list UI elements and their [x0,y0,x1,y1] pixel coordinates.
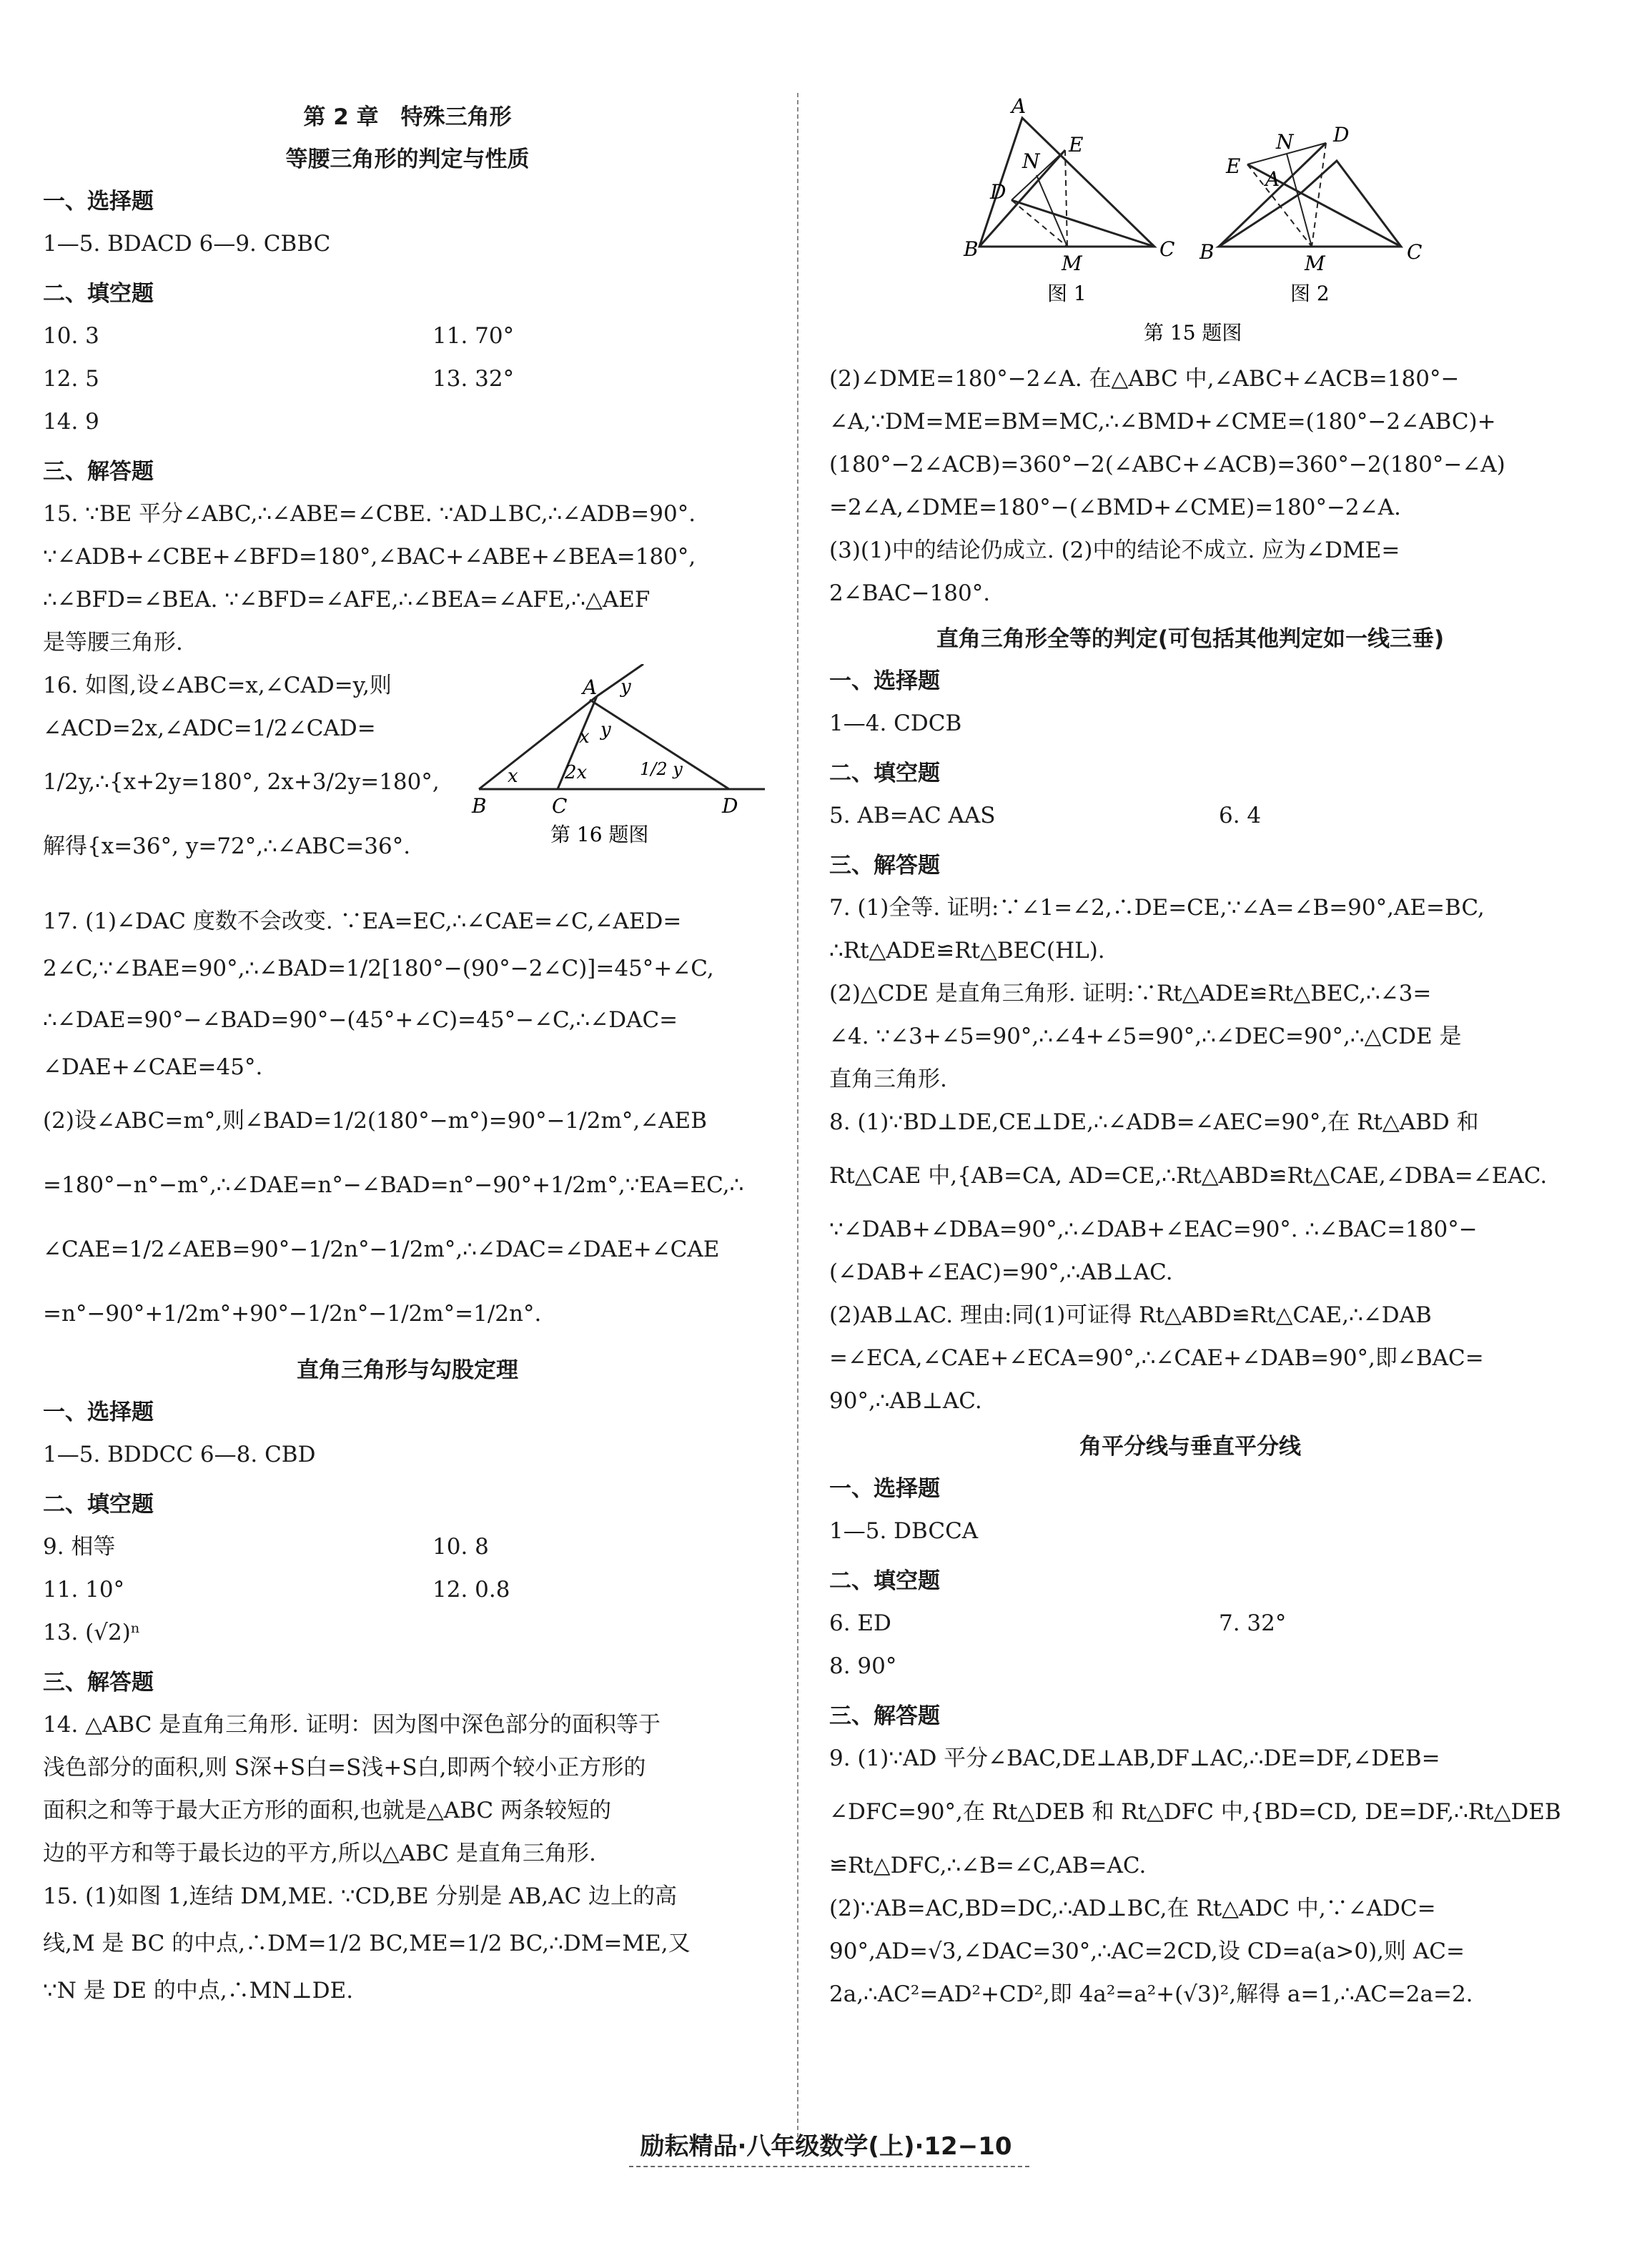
mc-answers: 1—4. CDCB [829,710,962,736]
answer-line: 浅色部分的面积,则 S深+S白=S浅+S白,即两个较小正方形的 [43,1755,646,1781]
figure-15-caption: 第 15 题图 [1144,321,1242,345]
answer-line: =2∠A,∠DME=180°−(∠BMD+∠CME)=180°−2∠A. [829,495,1401,520]
answer-line: 8. (1)∵BD⊥DE,CE⊥DE,∴∠ADB=∠AEC=90°,在 Rt△ABD 和 [829,1109,1479,1135]
answer-line: (2)△CDE 是直角三角形. 证明:∵Rt△ADE≌Rt△BEC,∴∠3= [829,981,1432,1006]
mc-answers: 1—5. BDACD 6—9. CBBC [43,231,331,257]
answer-line: 解得{x=36°, y=72°,∴∠ABC=36°. [43,833,411,859]
mc-label: 一、选择题 [43,1400,154,1425]
answer-line: ∠DAE+∠CAE=45°. [43,1054,263,1080]
answer-line: ∴∠DAE=90°−∠BAD=90°−(45°+∠C)=45°−∠C,∴∠DAC= [43,1007,678,1033]
answer-line: 90°,∴AB⊥AC. [829,1388,982,1414]
answer-line: (180°−2∠ACB)=360°−2(∠ABC+∠ACB)=360°−2(180°−∠A) [829,452,1505,477]
label-A: A [583,675,598,699]
answer-line: 90°,AD=√3,∠DAC=30°,∴AC=2CD,设 CD=a(a>0),则 AC= [829,1938,1465,1964]
answer-line: 1/2y,∴{x+2y=180°, 2x+3/2y=180°, [43,769,440,795]
section-title-isosceles: 等腰三角形的判定与性质 [285,147,530,172]
column-divider [797,93,798,2144]
svg-text:C: C [1407,240,1423,264]
label-2x: 2x [565,762,588,783]
figure-15-1-caption: 图 1 [1047,282,1087,305]
svg-text:D: D [1333,123,1350,147]
answer-line: ∠ACD=2x,∠ADC=1/2∠CAD= [43,715,376,741]
fill-row: 5. AB=AC AAS 6. 4 [829,803,1262,828]
answer-line: ∵∠ADB+∠CBE+∠BFD=180°,∠BAC+∠ABE+∠BEA=180°, [43,544,696,570]
svg-text:B: B [964,237,979,261]
figure-15-2-caption: 图 2 [1290,282,1330,305]
solve-label: 三、解答题 [43,459,154,485]
answer-line: ≌Rt△DFC,∴∠B=∠C,AB=AC. [829,1853,1147,1878]
mc-answers: 1—5. BDDCC 6—8. CBD [43,1442,316,1467]
figure-15 [829,93,1551,357]
answer-line: 边的平方和等于最长边的平方,所以△ABC 是直角三角形. [43,1841,596,1866]
fill-row: 14. 9 [43,409,99,435]
label-y2: y [600,719,611,741]
svg-text:N: N [1022,149,1040,173]
fill-label: 二、填空题 [43,1492,154,1517]
answer-line: 直角三角形. [829,1066,947,1092]
answer-line: ∠CAE=1/2∠AEB=90°−1/2n°−1/2m°,∴∠DAC=∠DAE+∠CAE [43,1237,720,1262]
figure-16 [465,664,772,850]
label-D: D [722,794,738,818]
mc-label: 一、选择题 [829,1476,940,1502]
footer-rule [629,2166,1029,2167]
answer-line: (2)设∠ABC=m°,则∠BAD=1/2(180°−m°)=90°−1/2m°,∠AEB [43,1108,707,1134]
mc-answers: 1—5. DBCCA [829,1518,979,1544]
answer-line: =n°−90°+1/2m°+90°−1/2n°−1/2m°=1/2n°. [43,1301,542,1327]
answer-line: 2a,∴AC²=AD²+CD²,即 4a²=a²+(√3)²,解得 a=1,∴AC=2a=2. [829,1981,1473,2007]
svg-text:A: A [1012,94,1027,118]
fill-label: 二、填空题 [43,281,154,307]
answer-line: ∵∠DAB+∠DBA=90°,∴∠DAB+∠EAC=90°. ∴∠BAC=180°− [829,1217,1478,1242]
q16-block [43,664,772,900]
figure-16-caption: 第 16 题图 [550,823,649,846]
fill-row: 9. 相等 10. 8 [43,1534,489,1560]
answer-line: (2)AB⊥AC. 理由:同(1)可证得 Rt△ABD≌Rt△CAE,∴∠DAB [829,1302,1432,1328]
answer-line: 2∠C,∵∠BAE=90°,∴∠BAD=1/2[180°−(90°−2∠C)]=45°+∠C, [43,956,714,981]
section-title-congruence: 直角三角形全等的判定(可包括其他判定如一线三垂) [936,626,1445,652]
svg-text:C: C [1159,237,1175,261]
svg-text:E: E [1226,154,1241,178]
fill-row: 13. (√2)ⁿ [43,1620,141,1645]
fill-row: 6. ED 7. 32° [829,1610,1287,1636]
mc-label: 一、选择题 [829,668,940,694]
svg-text:E: E [1069,133,1084,157]
answer-line: 15. ∵BE 平分∠ABC,∴∠ABE=∠CBE. ∵AD⊥BC,∴∠ADB=90°. [43,501,696,527]
right-column [829,93,1561,2016]
answer-line: =180°−n°−m°,∴∠DAE=n°−∠BAD=n°−90°+1/2m°,∵EA=EC,∴ [43,1172,744,1198]
solve-label: 三、解答题 [829,1703,940,1729]
answer-line: =∠ECA,∠CAE+∠ECA=90°,∴∠CAE+∠DAB=90°,即∠BAC= [829,1345,1484,1371]
label-half-y: 1/2 y [640,759,683,779]
answer-line: 是等腰三角形. [43,630,183,655]
chapter-title: 第 2 章 特殊三角形 [303,104,512,130]
answer-line: 9. (1)∵AD 平分∠BAC,DE⊥AB,DF⊥AC,∴DE=DF,∠DEB= [829,1746,1440,1771]
section-title-right-triangle: 直角三角形与勾股定理 [297,1357,518,1383]
answer-line: 17. (1)∠DAC 度数不会改变. ∵EA=EC,∴∠CAE=∠C,∠AED= [43,908,682,934]
answer-line: 14. △ABC 是直角三角形. 证明：因为图中深色部分的面积等于 [43,1712,661,1738]
answer-line: (2)∠DME=180°−2∠A. 在△ABC 中,∠ABC+∠ACB=180°− [829,366,1460,392]
page-footer: 励耘精品·八年级数学(上)·12−10 [640,2132,1012,2161]
svg-text:B: B [1200,240,1215,264]
answer-line: ∵N 是 DE 的中点,∴MN⊥DE. [43,1978,354,2004]
answer-line: ∠A,∵DM=ME=BM=MC,∴∠BMD+∠CME=(180°−2∠ABC)+ [829,409,1496,435]
svg-text:A: A [1265,167,1280,191]
answer-line: 16. 如图,设∠ABC=x,∠CAD=y,则 [43,673,392,698]
answer-line: 面积之和等于最大正方形的面积,也就是△ABC 两条较短的 [43,1798,612,1823]
answer-line: 7. (1)全等. 证明:∵∠1=∠2,∴DE=CE,∵∠A=∠B=90°,AE=BC, [829,895,1485,921]
solve-label: 三、解答题 [829,853,940,878]
answer-line: 线,M 是 BC 的中点,∴DM=1/2 BC,ME=1/2 BC,∴DM=ME,又 [43,1931,691,1956]
answer-line: ∠4. ∵∠3+∠5=90°,∴∠4+∠5=90°,∴∠DEC=90°,∴△CDE 是 [829,1024,1462,1049]
answer-line: (3)(1)中的结论仍成立. (2)中的结论不成立. 应为∠DME= [829,538,1400,563]
svg-text:M: M [1062,252,1082,275]
fill-row: 12. 5 13. 32° [43,366,515,392]
label-B: B [472,794,487,818]
svg-text:D: D [990,180,1006,204]
svg-text:N: N [1276,130,1294,154]
figure-15-1 [963,94,1174,305]
left-column [43,93,772,2012]
answer-line: (2)∵AB=AC,BD=DC,∴AD⊥BC,在 Rt△ADC 中,∵∠ADC= [829,1896,1436,1921]
answer-line: Rt△CAE 中,{AB=CA, AD=CE,∴Rt△ABD≌Rt△CAE,∠DBA=∠EAC. [829,1163,1548,1189]
answer-line: ∴∠BFD=∠BEA. ∵∠BFD=∠AFE,∴∠BEA=∠AFE,∴△AEF [43,587,651,613]
fill-label: 二、填空题 [829,761,940,786]
label-y1: y [620,676,631,698]
fill-row: 11. 10° 12. 0.8 [43,1577,510,1603]
solve-label: 三、解答题 [43,1670,154,1695]
answer-line: (∠DAB+∠EAC)=90°,∴AB⊥AC. [829,1259,1173,1285]
answer-line: ∠DFC=90°,在 Rt△DEB 和 Rt△DFC 中,{BD=CD, DE=DF,∴Rt△DEB [829,1799,1561,1825]
fill-row: 8. 90° [829,1653,897,1679]
label-x1: x [508,766,518,787]
answer-line: ∴Rt△ADE≌Rt△BEC(HL). [829,938,1105,964]
svg-text:M: M [1305,252,1325,275]
section-title-bisector: 角平分线与垂直平分线 [1079,1434,1301,1460]
fill-label: 二、填空题 [829,1568,940,1594]
mc-label: 一、选择题 [43,189,154,214]
label-C: C [552,794,568,818]
answer-line: 15. (1)如图 1,连结 DM,ME. ∵CD,BE 分别是 AB,AC 边上的高 [43,1883,678,1909]
fill-row: 10. 3 11. 70° [43,323,515,349]
figure-15-2 [1199,123,1422,305]
label-x2: x [579,726,590,748]
answer-line: 2∠BAC−180°. [829,580,991,606]
